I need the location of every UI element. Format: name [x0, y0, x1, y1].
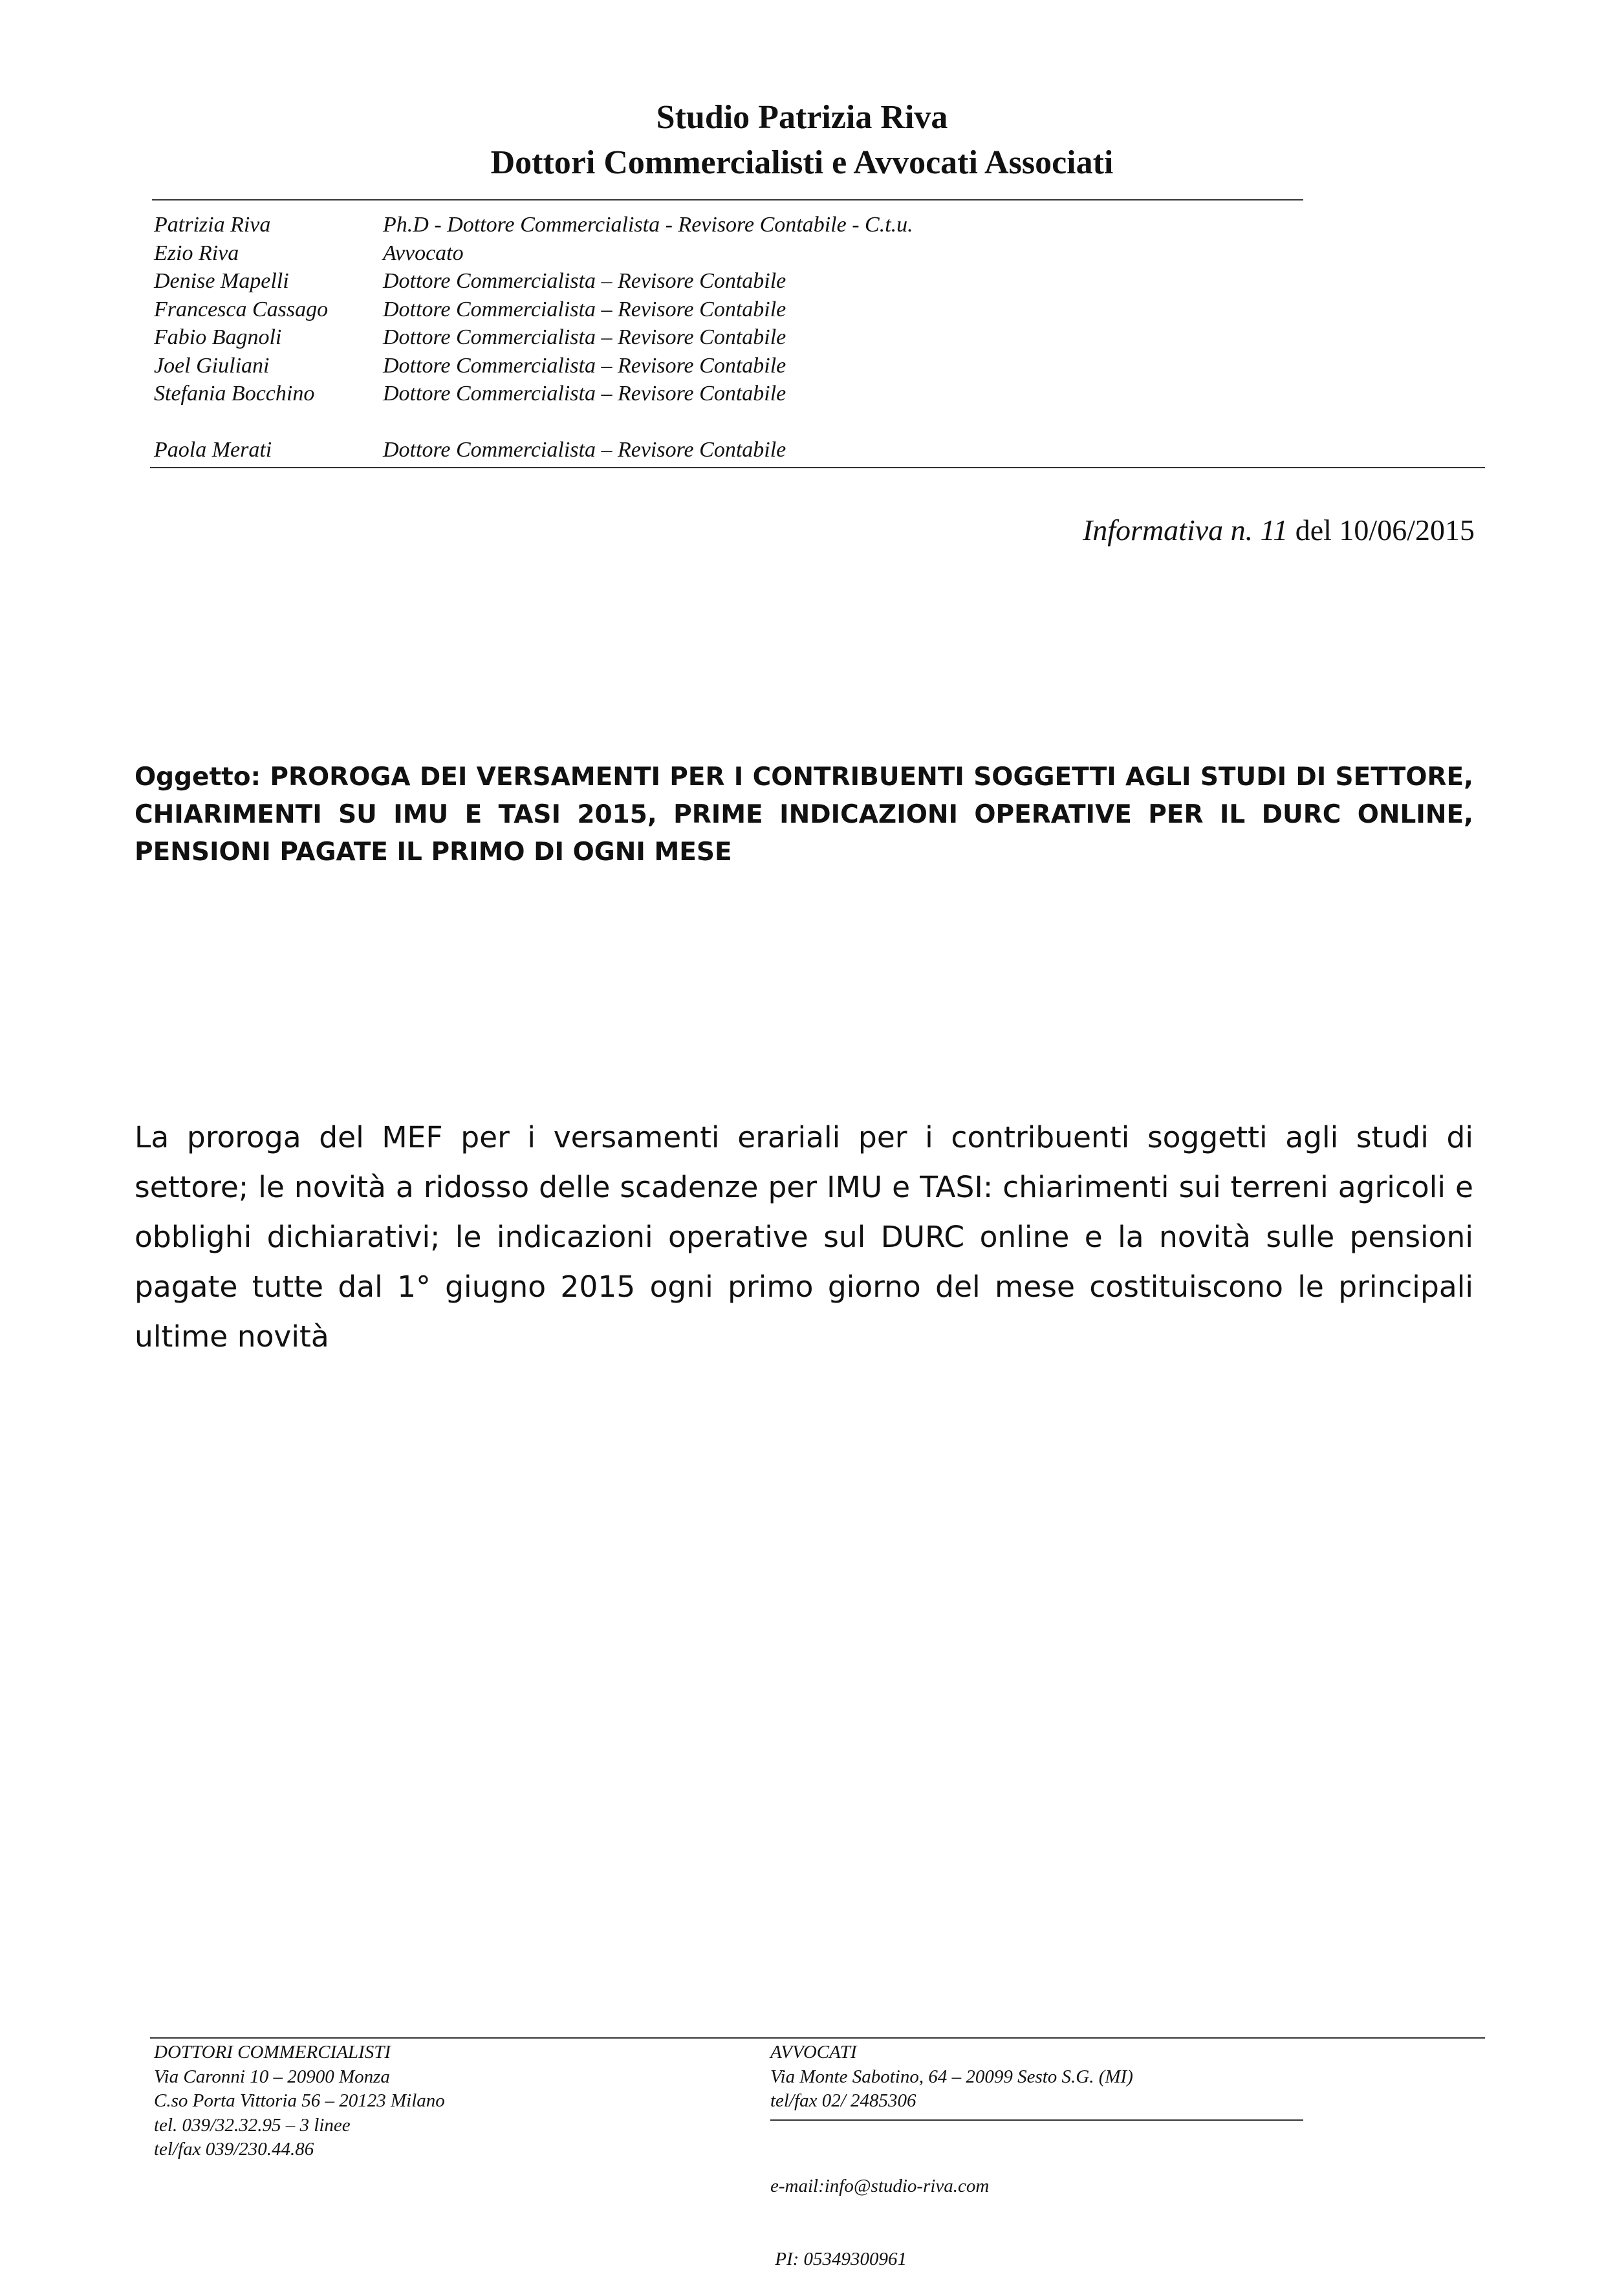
- staff-name: Stefania Bocchino: [154, 382, 315, 406]
- staff-role: Dottore Commercialista – Revisore Contabile: [383, 297, 786, 321]
- header-divider-bottom: [150, 467, 1485, 468]
- footer-line: tel/fax 02/ 2485306: [770, 2090, 916, 2111]
- footer-right-top: [770, 2041, 1133, 2114]
- staff-row: [154, 267, 913, 296]
- staff-row: [154, 239, 913, 268]
- staff-name: Francesca Cassago: [154, 297, 329, 321]
- footer-line: C.so Porta Vittoria 56 – 20123 Milano: [154, 2090, 445, 2111]
- staff-role: Dottore Commercialista – Revisore Contabile: [383, 382, 786, 406]
- staff-role: Ph.D - Dottore Commercialista - Revisore Contabile - C.t.u.: [383, 213, 913, 237]
- staff-name: Denise Mapelli: [154, 269, 289, 293]
- staff-row: [154, 323, 913, 352]
- subject: [135, 759, 1473, 871]
- staff-row: [154, 436, 913, 464]
- staff-role: Dottore Commercialista – Revisore Contabile: [383, 438, 786, 462]
- studio-subtitle: Dottori Commercialisti e Avvocati Associati: [490, 144, 1114, 181]
- staff-role: Dottore Commercialista – Revisore Contabile: [383, 269, 786, 293]
- informativa-date: del 10/06/2015: [1295, 514, 1475, 547]
- footer-line: Via Monte Sabotino, 64 – 20099 Sesto S.G. (MI): [770, 2066, 1133, 2087]
- footer-divider: [150, 2037, 1485, 2039]
- staff-row: [154, 352, 913, 380]
- body-paragraph: La proroga del MEF per i versamenti erariali per i contribuenti soggetti agli studi di settore; le novità a ridosso delle scadenze per IMU e TASI: chiarimenti sui terreni agricoli e obblighi dichiarativi; le indicazioni operative sul DURC online e la novità sulle pensioni pagate tutte dal 1° giugno 2015 ogni primo giorno del mese costituiscono le principali ultime novità: [135, 1120, 1473, 1354]
- staff-name: Patrizia Riva: [154, 213, 271, 237]
- subject-text: PROROGA DEI VERSAMENTI PER I CONTRIBUENTI SOGGETTI AGLI STUDI DI SETTORE, CHIARIMENTI SU IMU E TASI 2015, PRIME INDICAZIONI OPERATIVE PER IL DURC ONLINE, PENSIONI PAGATE IL PRIMO DI OGNI MESE: [135, 763, 1473, 867]
- staff-name: Ezio Riva: [154, 241, 239, 265]
- staff-row: [154, 296, 913, 324]
- footer-line: tel. 039/32.32.95 – 3 linee: [154, 2114, 351, 2136]
- header-divider-top: [152, 199, 1303, 200]
- staff-name: Paola Merati: [154, 438, 272, 462]
- footer-right-bottom: [770, 2126, 989, 2296]
- footer-vat: PI: 05349300961: [770, 2248, 907, 2269]
- staff-name: Fabio Bagnoli: [154, 325, 282, 349]
- staff-role: Dottore Commercialista – Revisore Contabile: [383, 325, 786, 349]
- staff-role: Dottore Commercialista – Revisore Contabile: [383, 353, 786, 378]
- informativa-number: Informativa n. 11: [1082, 514, 1288, 547]
- footer-right-divider: [770, 2119, 1303, 2121]
- informativa-reference: [1083, 511, 1475, 550]
- footer-line: AVVOCATI: [770, 2042, 857, 2063]
- footer-line: tel/fax 039/230.44.86: [154, 2139, 314, 2160]
- footer-email: e-mail:info@studio-riva.com: [770, 2176, 990, 2196]
- footer-line: Via Caronni 10 – 20900 Monza: [154, 2066, 390, 2087]
- studio-name: Studio Patrizia Riva: [656, 99, 948, 136]
- staff-name: Joel Giuliani: [154, 353, 270, 378]
- staff-row: [154, 380, 913, 408]
- subject-label: Oggetto:: [135, 763, 261, 792]
- footer-left: [154, 2041, 445, 2162]
- footer-line: DOTTORI COMMERCIALISTI: [154, 2042, 391, 2063]
- staff-role: Avvocato: [383, 241, 464, 265]
- staff-row: [154, 211, 913, 239]
- staff-list: [154, 211, 913, 464]
